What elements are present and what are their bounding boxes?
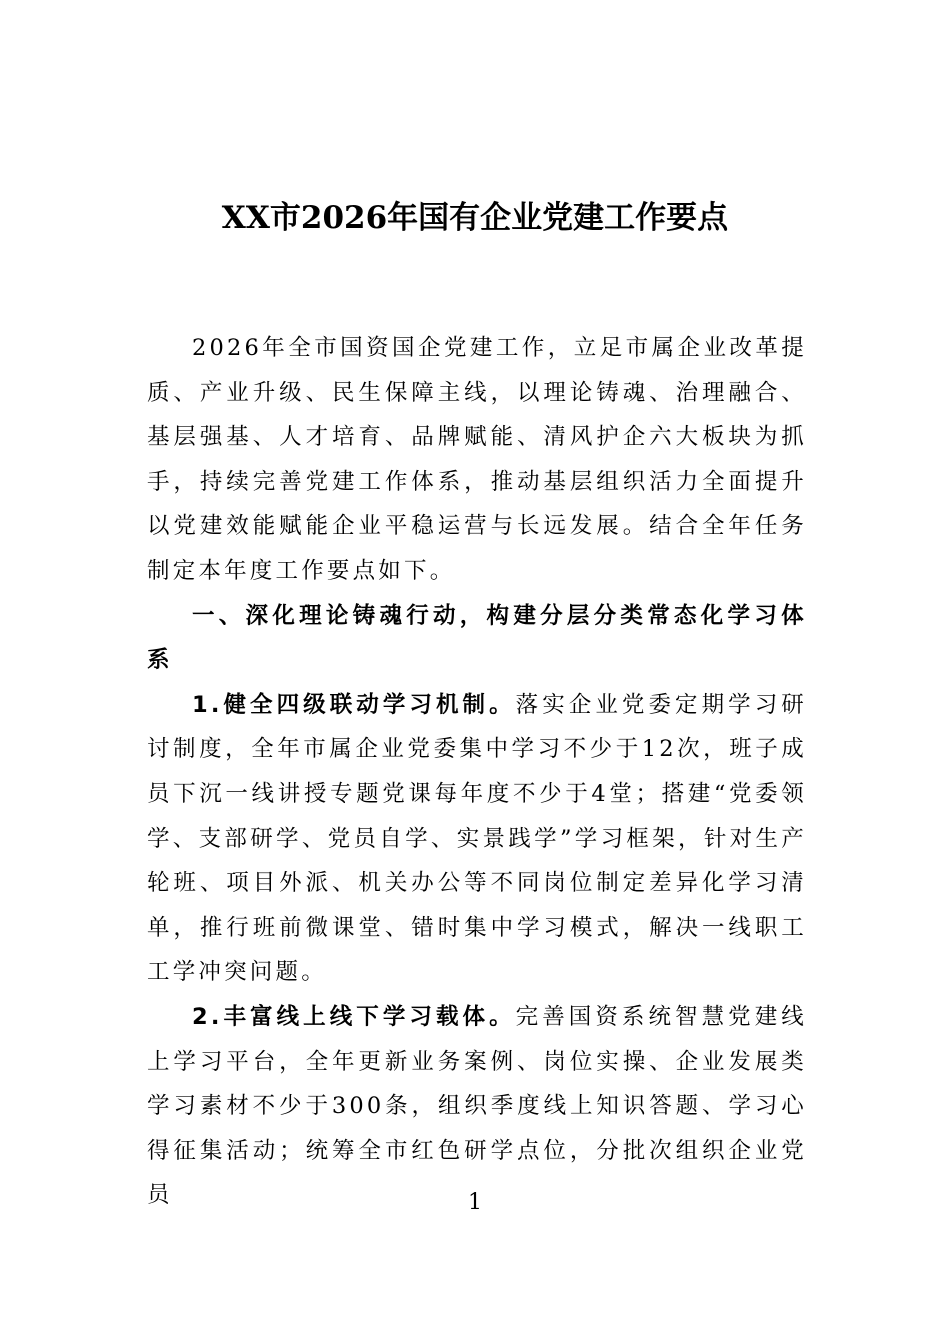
page-number: 1 (468, 1190, 482, 1215)
document-body (147, 326, 807, 1218)
section-heading: 一、深化理论铸魂行动，构建分层分类常态化学习体系 (147, 602, 807, 674)
item-1-text: 落实企业党委定期学习研讨制度，全年市属企业党委集中学习不少于12次，班子成员下沉一线讲授专题党课每年度不少于4堂；搭建“党委领学、支部研学、党员自学、实景践学”学习框架，针对生产轮班、项目外派、机关办公等不同岗位制定差异化学习清单，推行班前微课堂、错时集中学习模式，解决一线职工工学冲突问题。 (147, 691, 808, 986)
section-item-1 (147, 683, 807, 995)
item-2-text: 完善国资系统智慧党建线上学习平台，全年更新业务案例、岗位实操、企业发展类学习素材不少于300条，组织季度线上知识答题、学习心得征集活动；统筹全市红色研学点位，分批次组织企业党员 (147, 1003, 808, 1209)
document-title: XX市2026年国有企业党建工作要点 (221, 200, 729, 236)
intro-paragraph: 2026年全市国资国企党建工作，立足市属企业改革提质、产业升级、民生保障主线，以理论铸魂、治理融合、基层强基、人才培育、品牌赋能、清风护企六大板块为抓手，持续完善党建工作体系，推动基层组织活力全面提升以党建效能赋能企业平稳运营与长远发展。结合全年任务制定本年度工作要点如下。 (147, 335, 807, 584)
item-1-lead: 1.健全四级联动学习机制。 (192, 691, 516, 718)
item-2-lead: 2.丰富线上线下学习载体。 (192, 1003, 516, 1030)
section-item-2 (147, 995, 807, 1218)
